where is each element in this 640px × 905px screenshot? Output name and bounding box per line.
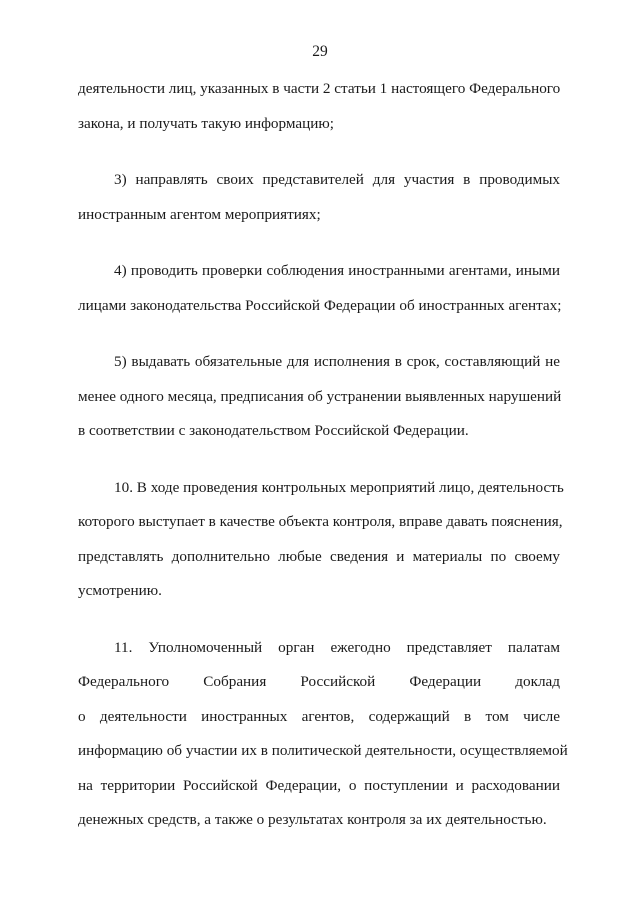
text-line: о деятельности иностранных агентов, содержащий в том числе bbox=[78, 707, 560, 725]
text-line: на территории Российской Федерации, о поступлении и расходовании bbox=[78, 776, 560, 794]
text-line: закона, и получать такую информацию; bbox=[78, 114, 334, 132]
page-number: 29 bbox=[312, 43, 328, 60]
text-line: менее одного месяца, предписания об устранении выявленных нарушений bbox=[78, 387, 562, 405]
paragraph-section-10 bbox=[78, 477, 564, 615]
text-line: 3) направлять своих представителей для участия в проводимых bbox=[114, 171, 560, 188]
text-line: 11. Уполномоченный орган ежегодно представляет палатам bbox=[114, 638, 560, 656]
paragraph-section-11 bbox=[78, 637, 568, 844]
text-line: иностранным агентом мероприятиях; bbox=[78, 205, 321, 223]
text-line: которого выступает в качестве объекта контроля, вправе давать пояснения, bbox=[78, 513, 563, 530]
paragraph-item-4 bbox=[78, 260, 560, 329]
text-line: информацию об участии их в политической деятельности, осуществляемой bbox=[78, 742, 568, 759]
paragraph-item-5 bbox=[78, 351, 560, 455]
text-line: представлять дополнительно любые сведения и материалы по своему bbox=[78, 547, 560, 565]
text-line: Федерального Собрания Российской Федерации доклад bbox=[78, 673, 560, 690]
paragraph-item-3 bbox=[78, 169, 560, 238]
text-line: деятельности лиц, указанных в части 2 статьи 1 настоящего Федерального bbox=[78, 80, 561, 97]
text-line: лицами законодательства Российской Федерации об иностранных агентах; bbox=[78, 296, 562, 314]
text-line: 5) выдавать обязательные для исполнения в срок, составляющий не bbox=[114, 353, 560, 370]
paragraph-continuation bbox=[78, 78, 560, 147]
text-line: в соответствии с законодательством Российской Федерации. bbox=[78, 422, 469, 439]
text-line: 4) проводить проверки соблюдения иностранными агентами, иными bbox=[114, 262, 560, 279]
document-body bbox=[78, 78, 568, 866]
text-line: 10. В ходе проведения контрольных мероприятий лицо, деятельность bbox=[114, 478, 564, 496]
text-line: усмотрению. bbox=[78, 582, 162, 599]
text-line: денежных средств, а также о результатах контроля за их деятельностью. bbox=[78, 811, 547, 828]
